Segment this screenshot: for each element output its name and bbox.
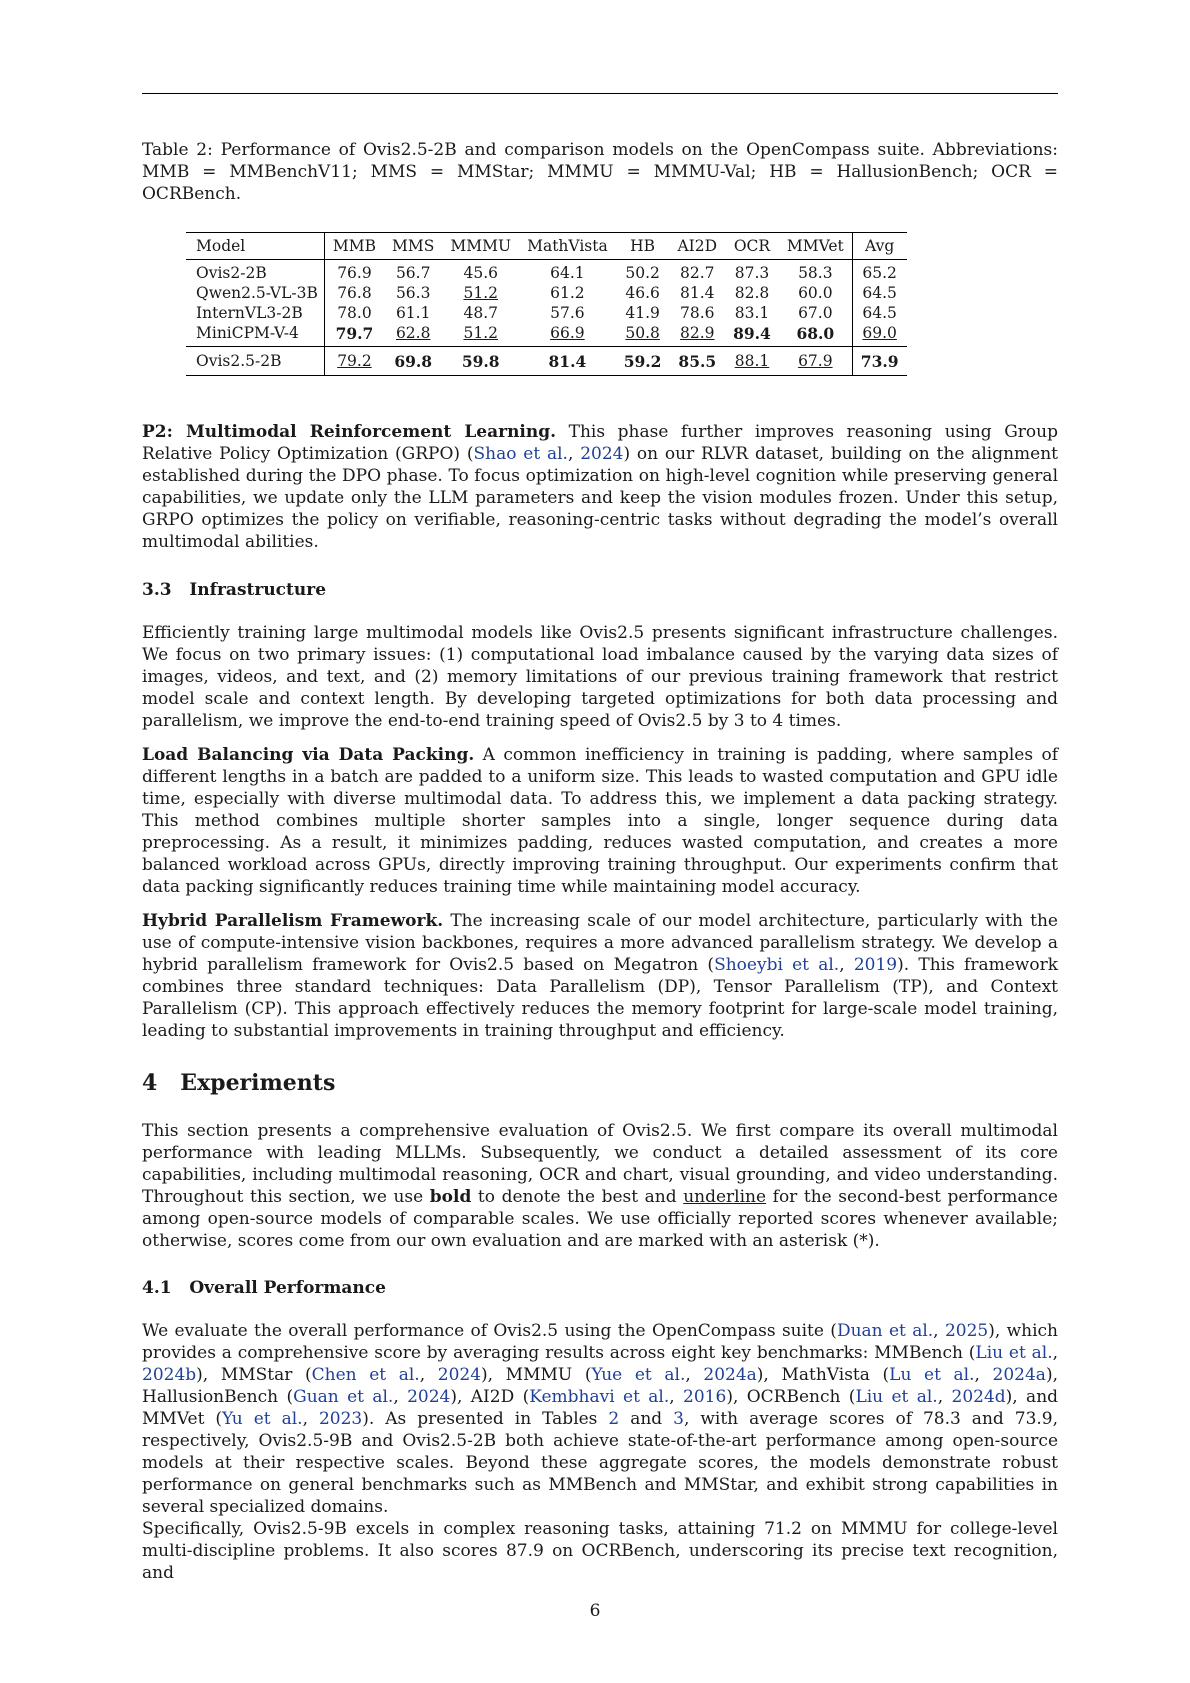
cell: 56.7 [395,264,431,282]
cell: 51.2 [463,324,498,342]
cell: 88.1 [725,347,779,376]
cell: 82.7 [680,264,715,282]
citation-year-link[interactable]: 2024 [407,1387,451,1407]
model-name: MiniCPM-V-4 [186,323,324,347]
citation-link[interactable]: Duan et al. [836,1321,934,1341]
col-header-model: Model [186,233,324,260]
cell: 78.6 [680,304,715,322]
cell: 65.2 [852,260,906,284]
citation-year-link[interactable]: 2024d [951,1387,1006,1407]
citation-link[interactable]: Liu et al. [855,1387,938,1407]
citation-link[interactable]: Kembhavi et al. [529,1387,670,1407]
citation-year-link[interactable]: 2016 [683,1387,727,1407]
results-table [186,232,907,376]
cell: 81.4 [680,284,715,302]
cell: 59.8 [442,347,519,376]
cell: 61.1 [395,304,431,322]
run-in-heading: Load Balancing via Data Packing. [142,745,475,765]
cell: 89.4 [733,323,771,343]
run-in-heading: P2: Multimodal Reinforcement Learning. [142,422,557,442]
citation-year-link[interactable]: 2024 [437,1365,482,1385]
cell: 67.9 [779,347,852,376]
citation-link[interactable]: Shoeybi et al. [714,955,840,975]
model-name: Qwen2.5-VL-3B [186,283,324,303]
cell: 76.9 [337,264,372,282]
hybrid-parallelism-paragraph: Hybrid Parallelism Framework. The increasing scale of our model architecture, particularly with the use of compute-intensive vision backbones, requires a more advanced parallelism strategy. We develop a hybrid parallelism framework for Ovis2.5 based on Megatron (Shoeybi et al., 2019). This framework combines three standard techniques: Data Parallelism (DP), Tensor Parallelism (TP), and Context Parallelism (CP). This approach effectively reduces the memory footprint for large-scale model training, leading to substantial improvements in training throughput and efficiency. [142,911,1059,1041]
section-heading-3-3: 3.3 Infrastructure [142,580,327,600]
cell: 64.5 [852,283,906,303]
cell: 87.3 [734,264,770,282]
cell: 50.2 [625,264,660,282]
table-row-ours [186,347,907,376]
table-row [186,260,907,284]
table-header-row [186,233,907,260]
section-heading-4: 4 Experiments [142,1070,336,1096]
cell: 73.9 [852,347,906,376]
cell: 45.6 [463,264,498,282]
p2-paragraph: P2: Multimodal Reinforcement Learning. This phase further improves reasoning using Group Relative Policy Optimization (GRPO) (Shao et al., 2024) on our RLVR dataset, building on the alignment established during the DPO phase. To focus optimization on high-level cognition while preserving general capabilities, we update only the LLM parameters and keep the vision modules frozen. Under this setup, GRPO optimizes the policy on verifiable, reasoning-centric tasks without degrading the model’s overall multimodal abilities. [142,422,1059,552]
citation-link[interactable]: Guan et al. [293,1387,394,1407]
citation-link[interactable]: Yue et al. [591,1365,686,1385]
table-row [186,283,907,303]
citation-year-link[interactable]: 2024b [142,1365,197,1385]
citation-link[interactable]: Yu et al. [222,1409,303,1429]
cell: 85.5 [669,347,725,376]
cell: 68.0 [796,323,835,343]
cell: 79.7 [335,323,374,343]
citation-link[interactable]: Chen et al. [311,1365,420,1385]
col-header-mms: MMS [384,233,442,260]
cell: 59.2 [616,347,670,376]
run-in-heading: Hybrid Parallelism Framework. [142,911,444,931]
col-header-mmvet: MMVet [779,233,852,260]
cell: 62.8 [395,324,431,342]
specifically-paragraph: Specifically, Ovis2.5-9B excels in complex reasoning tasks, attaining 71.2 on MMMU for college-level multi-discipline problems. It also scores 87.9 on OCRBench, underscoring its precise text recognition, and [142,1519,1058,1583]
citation-year-link[interactable]: 2024a [703,1365,757,1385]
cell: 69.0 [852,323,906,347]
citation-link[interactable]: Liu et al. [975,1343,1053,1363]
citation-year-link[interactable]: 2023 [318,1409,363,1429]
cell: 83.1 [734,304,770,322]
cell: 57.6 [550,304,585,322]
table-row [186,303,907,323]
table-ref-link[interactable]: 2 [608,1409,620,1429]
header-rule [142,93,1058,94]
section-heading-4-1: 4.1 Overall Performance [142,1278,386,1298]
table-caption: Table 2: Performance of Ovis2.5-2B and comparison models on the OpenCompass suite. Abbreviations: MMB = MMBenchV11; MMS = MMStar; MMMU = MMMU-Val; HB = HallusionBench; OCR = OCRBench. [142,140,1058,204]
citation-link[interactable]: Lu et al. [889,1365,975,1385]
col-header-mathvista: MathVista [519,233,616,260]
col-header-avg: Avg [852,233,906,260]
table-row [186,323,907,347]
col-header-mmb: MMB [324,233,384,260]
cell: 50.8 [625,324,660,342]
col-header-ai2d: AI2D [669,233,725,260]
experiments-paragraph: This section presents a comprehensive evaluation of Ovis2.5. We first compare its overall multimodal performance with leading MLLMs. Subsequently, we conduct a detailed assessment of its core capabilities, including multimodal reasoning, OCR and chart, visual grounding, and video understanding. Throughout this section, we use bold to denote the best and underline for the second-best performance among open-source models of comparable scales. We use officially reported scores whenever available; otherwise, scores come from our own evaluation and are marked with an asterisk (*). [142,1121,1058,1251]
cell: 58.3 [798,264,833,282]
overall-performance-paragraph: We evaluate the overall performance of Ovis2.5 using the OpenCompass suite (Duan et al., 2025), which provides a comprehensive score by averaging results across eight key benchmarks: MMBench (Liu et al., 2024b), MMStar (Chen et al., 2024), MMMU (Yue et al., 2024a), MathVista (Lu et al., 2024a), HallusionBench (Guan et al., 2024), AI2D (Kembhavi et al., 2016), OCRBench (Liu et al., 2024d), and MMVet (Yu et al., 2023). As presented in Tables 2 and 3, with average scores of 78.3 and 73.9, respectively, Ovis2.5-9B and Ovis2.5-2B both achieve state-of-the-art performance among open-source models at their respective scales. Beyond these aggregate scores, the models demonstrate robust performance on general benchmarks such as MMBench and MMStar, and exhibit strong capabilities in several specialized domains. [142,1321,1059,1517]
cell: 78.0 [337,304,372,322]
cell: 66.9 [550,324,585,342]
table-ref-link[interactable]: 3 [673,1409,684,1429]
cell: 41.9 [625,304,660,322]
cell: 56.3 [395,284,431,302]
citation-link[interactable]: Shao et al. [473,444,568,464]
cell: 76.8 [337,284,372,302]
cell: 67.0 [798,304,833,322]
col-header-ocr: OCR [725,233,779,260]
cell: 64.1 [550,264,585,282]
cell: 79.2 [324,347,384,376]
model-name: Ovis2-2B [186,260,324,284]
load-balancing-paragraph: Load Balancing via Data Packing. A common inefficiency in training is padding, where samples of different lengths in a batch are padded to a uniform size. This leads to wasted computation and GPU idle time, especially with diverse multimodal data. To address this, we implement a data packing strategy. This method combines multiple shorter samples into a single, longer sequence during data preprocessing. As a result, it minimizes padding, reduces wasted computation, and creates a more balanced workload across GPUs, directly improving training throughput. Our experiments confirm that data packing significantly reduces training time while maintaining model accuracy. [142,745,1058,897]
cell: 51.2 [463,284,498,302]
infrastructure-paragraph: Efficiently training large multimodal models like Ovis2.5 presents significant infrastructure challenges. We focus on two primary issues: (1) computational load imbalance caused by the varying data sizes of images, videos, and text, and (2) memory limitations of our previous training framework that restrict model scale and context length. By developing targeted optimizations for both data processing and parallelism, we improve the end-to-end training speed of Ovis2.5 by 3 to 4 times. [142,623,1058,731]
cell: 81.4 [519,347,616,376]
cell: 46.6 [625,284,660,302]
col-header-hb: HB [616,233,670,260]
cell: 61.2 [550,284,585,302]
page-number: 6 [589,1601,601,1621]
cell: 64.5 [852,303,906,323]
citation-year-link[interactable]: 2019 [853,955,898,975]
cell: 82.9 [680,324,715,342]
model-name: Ovis2.5-2B [186,347,324,376]
citation-year-link[interactable]: 2024a [992,1365,1046,1385]
citation-year-link[interactable]: 2025 [944,1321,989,1341]
cell: 69.8 [384,347,442,376]
cell: 82.8 [734,284,770,302]
cell: 48.7 [463,304,498,322]
col-header-mmmu: MMMU [442,233,519,260]
cell: 60.0 [798,284,833,302]
citation-year-link[interactable]: 2024 [580,444,624,464]
model-name: InternVL3-2B [186,303,324,323]
